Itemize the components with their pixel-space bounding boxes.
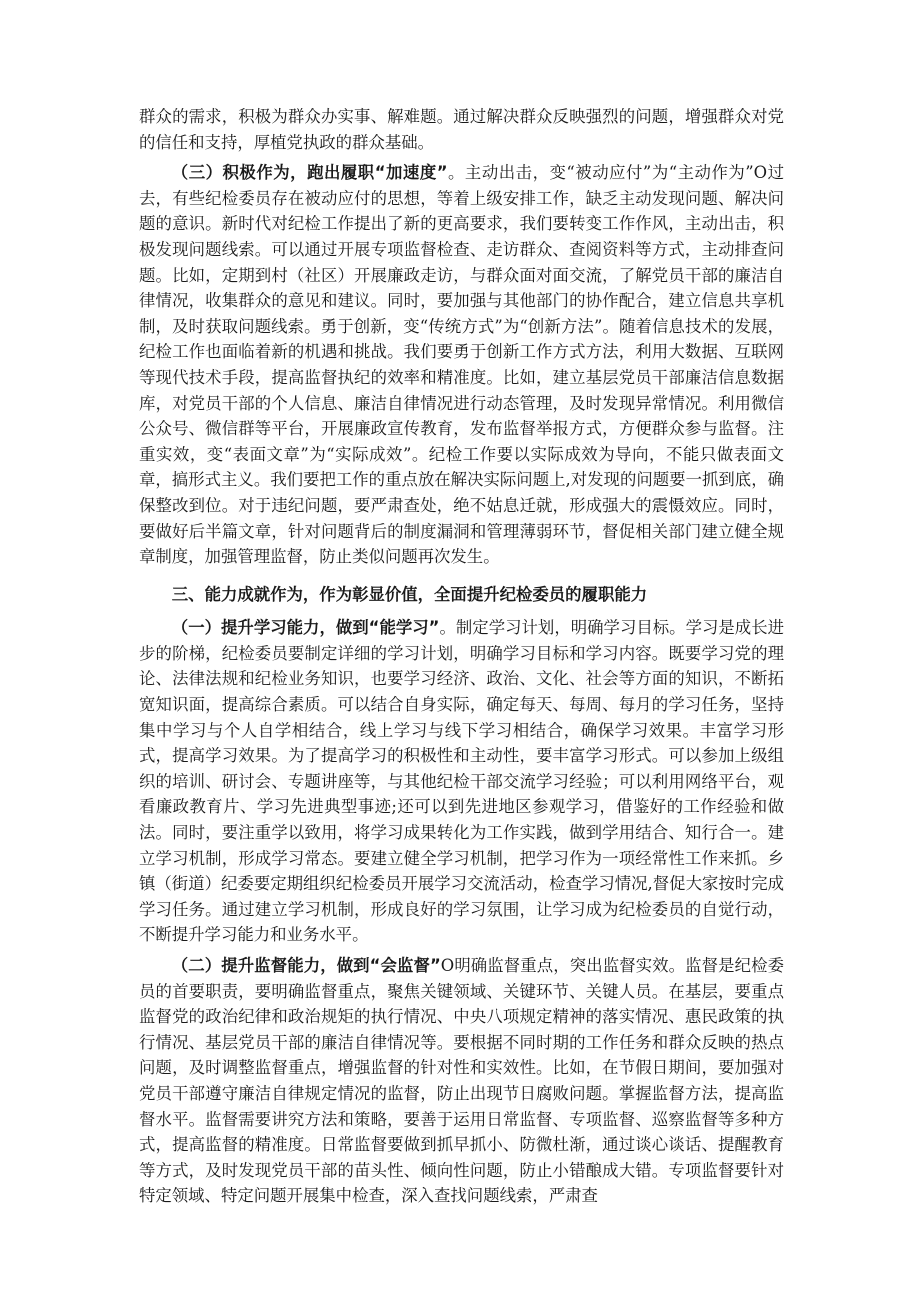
section-heading: 三、能力成就作为，作为彰显价值，全面提升纪检委员的履职能力 [171,584,648,604]
paragraph-body: 。主动出击，变“被动应付”为“主动作为”O过去，有些纪检委员存在被动应付的思想，等着上级安排工作，缺乏主动发现问题、解决问题的意识。新时代对纪检工作提出了新的更高要求，我们要转变工作作风，主动出击，积极发现问题线索。可以通过开展专项监督检查、走访群众、查阅资料等方式，主动排查问题。比如，定期到村（社区）开展廉政走访，与群众面对面交流，了解党员干部的廉洁自律情况，收集群众的意见和建议。同时，要加强与其他部门的协作配合，建立信息共享机制，及时获取问题线索。勇于创新，变“传统方式”为“创新方法”。随着信息技术的发展，纪检工作也面临着新的机遇和挑战。我们要勇于创新工作方式方法，利用大数据、互联网等现代技术手段，提高监督执纪的效率和精准度。比如，建立基层党员干部廉洁信息数据库，对党员干部的个人信息、廉洁自律情况进行动态管理，及时发现异常情况。利用微信公众号、微信群等平台，开展廉政宣传教育，发布监督举报方式，方便群众参与监督。注重实效，变“表面文章”为“实际成效”。纪检工作要以实际成效为导向，不能只做表面文章，搞形式主义。我们要把工作的重点放在解决实际问题上,对发现的问题要一抓到底，确保整改到位。对于违纪问题，要严肃查处，绝不姑息迁就，形成强大的震慑效应。同时，要做好后半篇文章，针对问题背后的制度漏洞和管理薄弱环节，督促相关部门建立健全规章制度，加强管理监督，防止类似问题再次发生。 [139,163,784,567]
paragraph-active-action [139,160,784,570]
paragraph-body: 。制定学习计划，明确学习目标。学习是成长进步的阶梯，纪检委员要制定详细的学习计划，明确学习目标和学习内容。既要学习党的理论、法律法规和纪检业务知识，也要学习经济、政治、文化、社会等方面的知识，不断拓宽知识面，提高综合素质。可以结合自身实际，确定每天、每周、每月的学习任务，坚持集中学习与个人自学相结合，线上学习与线下学习相结合，确保学习效果。丰富学习形式，提高学习效果。为了提高学习的积极性和主动性，要丰富学习形式。可以参加上级组织的培训、研讨会、专题讲座等，与其他纪检干部交流学习经验；可以利用网络平台，观看廉政教育片、学习先进典型事迹;还可以到先进地区参观学习，借鉴好的工作经验和做法。同时，要注重学以致用，将学习成果转化为工作实践，做到学用结合、知行合一。建立学习机制，形成学习常态。要建立健全学习机制，把学习作为一项经常性工作来抓。乡镇（街道）纪委要定期组织纪检委员开展学习交流活动，检查学习情况,督促大家按时完成学习任务。通过建立学习机制，形成良好的学习氛围，让学习成为纪检委员的自觉行动，不断提升学习能力和业务水平。 [139,618,785,945]
paragraph-supervision-ability [139,953,784,1209]
paragraph-learning-ability [139,615,784,948]
paragraph-continuation: 群众的需求，积极为群众办实事、解难题。通过解决群众反映强烈的问题，增强群众对党的信任和支持，厚植党执政的群众基础。 [139,107,784,152]
paragraph-lead: （三）积极作为，跑出履职“加速度” [171,163,448,183]
paragraph-lead: （一）提升学习能力，做到“能学习” [171,618,440,638]
paragraph-body: O明确监督重点，突出监督实效。监督是纪检委员的首要职责，要明确监督重点，聚焦关键领域、关键环节、关键人员。在基层，要重点监督党的政治纪律和政治规矩的执行情况、中央八项规定精神的落实情况、惠民政策的执行情况、基层党员干部的廉洁自律情况等。要根据不同时期的工作任务和群众反映的热点问题，及时调整监督重点，增强监督的针对性和实效性。比如，在节假日期间，要加强对党员干部遵守廉洁自律规定情况的监督，防止出现节日腐败问题。掌握监督方法，提高监督水平。监督需要讲究方法和策略，要善于运用日常监督、专项监督、巡察监督等多种方式，提高监督的精准度。日常监督要做到抓早抓小、防微杜渐，通过谈心谈话、提醒教育等方式，及时发现党员干部的苗头性、倾向性问题，防止小错酿成大错。专项监督要针对特定领域、特定问题开展集中检查，深入查找问题线索，严肃查 [139,956,785,1206]
paragraph-lead: （二）提升监督能力，做到“会监督” [171,956,441,975]
